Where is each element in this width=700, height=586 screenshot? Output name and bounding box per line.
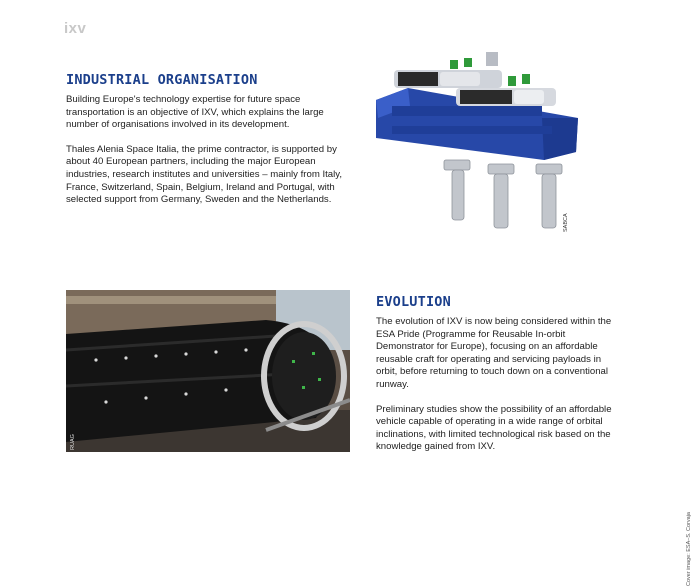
- paragraph: Thales Alenia Space Italia, the prime contractor, is supported by about 40 European partners, including the major European industries, research institutes and universities – mainly from Italy, France, Switzerland, Spain, Belgium, Ireland and Portugal, with selected support from Germany, Sweden and the Netherlands.: [66, 143, 343, 206]
- ixv-logo: ixv: [64, 20, 87, 37]
- sabca-credit: SABCA: [563, 213, 569, 232]
- actuator-test-rig-image: [368, 48, 580, 234]
- ixv-vehicle-structure-image: [66, 290, 350, 452]
- paragraph: Preliminary studies show the possibility of an affordable vehicle capable of operating in a wide range of orbital inclinations, with limited technological risk based on the knowledge gained from IXV.: [376, 403, 612, 453]
- evolution-heading: EVOLUTION: [376, 294, 451, 310]
- paragraph: The evolution of IXV is now being considered within the ESA Pride (Programme for Reusable In-orbit Demonstrator for Europe), focusing on an affordable reusable craft for operating and servicing payloads in orbit, before returning to touch down on a conventional runway.: [376, 316, 612, 390]
- ruag-credit: RUAG: [70, 434, 76, 450]
- paragraph: Building Europe's technology expertise for future space transportation is an objective of IXV, which explains the large number of organisations involved in its development.: [66, 94, 324, 131]
- evolution-text: [376, 316, 622, 454]
- industrial-organisation-text: [66, 94, 358, 207]
- cover-image-credit: Cover image: ESA–S. Corvaja: [686, 512, 692, 586]
- industrial-organisation-heading: INDUSTRIAL ORGANISATION: [66, 72, 258, 88]
